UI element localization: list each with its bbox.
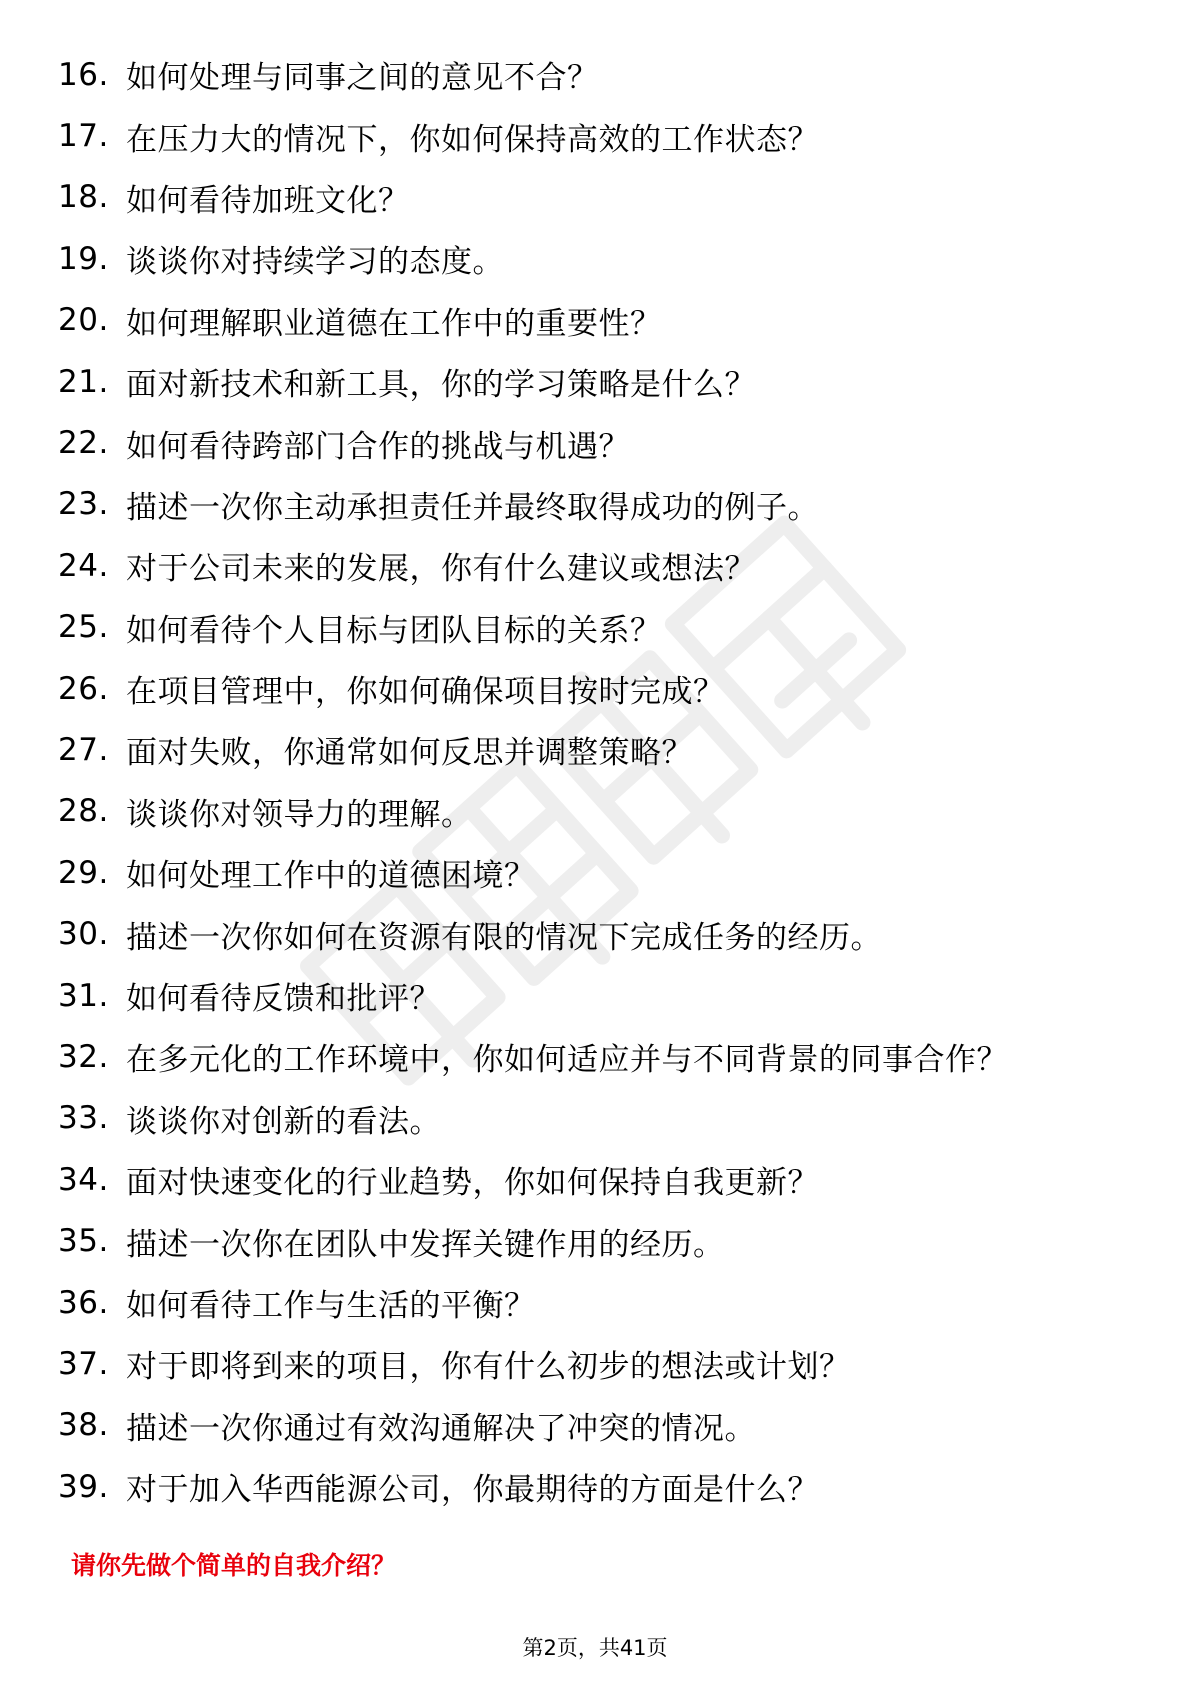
question-item (58, 351, 1168, 412)
question-text: 对于公司未来的发展，你有什么建议或想法？ (126, 551, 756, 588)
question-item (58, 290, 1168, 351)
question-number: 37. (58, 1345, 109, 1382)
page-footer: 第2页，共41页 (522, 1636, 668, 1660)
question-number: 21. (58, 363, 109, 400)
question-number: 25. (58, 609, 109, 646)
question-text: 如何看待工作与生活的平衡？ (126, 1288, 536, 1324)
question-item (58, 1210, 1168, 1271)
question-text: 描述一次你在团队中发挥关键作用的经历。 (126, 1226, 725, 1263)
section-heading: 请你先做个简单的自我介绍？ (71, 1551, 397, 1580)
question-number: 17. (58, 118, 109, 155)
question-item (58, 781, 1168, 842)
question-number: 32. (58, 1038, 109, 1075)
question-text: 如何处理工作中的道德困境？ (126, 858, 536, 895)
question-item (58, 842, 1168, 903)
question-text: 对于加入华西能源公司，你最期待的方面是什么？ (126, 1472, 819, 1509)
question-item (58, 965, 1168, 1026)
question-text: 谈谈你对持续学习的态度。 (126, 244, 504, 281)
question-text: 描述一次你通过有效沟通解决了冲突的情况。 (126, 1410, 756, 1447)
question-item (58, 1026, 1168, 1087)
question-item (58, 658, 1168, 719)
question-item (58, 228, 1168, 289)
question-number: 22. (58, 425, 109, 462)
question-text: 如何看待反馈和批评？ (126, 981, 441, 1018)
question-text: 如何看待加班文化？ (126, 182, 410, 219)
question-text: 在压力大的情况下，你如何保持高效的工作状态？ (126, 121, 819, 158)
question-number: 28. (58, 793, 109, 830)
question-item (58, 1272, 1168, 1333)
question-number: 29. (58, 854, 109, 891)
question-number: 19. (58, 240, 109, 277)
question-text: 如何看待跨部门合作的挑战与机遇？ (126, 428, 630, 465)
question-item (58, 44, 1168, 105)
question-text: 描述一次你如何在资源有限的情况下完成任务的经历。 (126, 919, 882, 956)
question-item (58, 1149, 1168, 1210)
question-text: 面对新技术和新工具，你的学习策略是什么？ (126, 367, 756, 404)
question-text: 在多元化的工作环境中，你如何适应并与不同背景的同事合作？ (126, 1042, 1008, 1079)
question-text: 面对快速变化的行业趋势，你如何保持自我更新？ (126, 1165, 819, 1202)
question-text: 如何看待个人目标与团队目标的关系？ (126, 612, 662, 649)
question-text: 如何理解职业道德在工作中的重要性？ (126, 305, 662, 342)
question-item (58, 1333, 1168, 1394)
question-item (58, 412, 1168, 473)
question-list (58, 44, 1168, 1517)
question-number: 35. (58, 1223, 109, 1260)
question-item (58, 719, 1168, 780)
question-number: 38. (58, 1407, 109, 1444)
question-item (58, 597, 1168, 658)
question-text: 描述一次你主动承担责任并最终取得成功的例子。 (126, 489, 819, 526)
question-number: 39. (58, 1468, 109, 1505)
question-text: 在项目管理中，你如何确保项目按时完成？ (126, 674, 725, 711)
question-text: 面对失败，你通常如何反思并调整策略？ (126, 735, 693, 772)
question-number: 23. (58, 486, 109, 523)
question-number: 36. (58, 1284, 109, 1321)
question-item (58, 1456, 1168, 1517)
question-number: 34. (58, 1161, 109, 1198)
question-number: 30. (58, 916, 109, 953)
question-number: 20. (58, 302, 109, 339)
question-item (58, 535, 1168, 596)
question-number: 27. (58, 731, 109, 768)
question-number: 26. (58, 670, 109, 707)
question-text: 对于即将到来的项目，你有什么初步的想法或计划？ (126, 1349, 851, 1386)
question-number: 24. (58, 547, 109, 584)
question-number: 18. (58, 179, 109, 216)
question-number: 31. (58, 977, 109, 1014)
question-text: 谈谈你对领导力的理解。 (126, 796, 473, 833)
question-item (58, 105, 1168, 166)
question-text: 谈谈你对创新的看法。 (126, 1103, 441, 1140)
question-item (58, 903, 1168, 964)
question-item (58, 1395, 1168, 1456)
question-text: 如何处理与同事之间的意见不合？ (126, 60, 599, 97)
question-number: 16. (58, 56, 109, 93)
question-item (58, 167, 1168, 228)
question-item (58, 1088, 1168, 1149)
question-number: 33. (58, 1100, 109, 1137)
question-item (58, 474, 1168, 535)
